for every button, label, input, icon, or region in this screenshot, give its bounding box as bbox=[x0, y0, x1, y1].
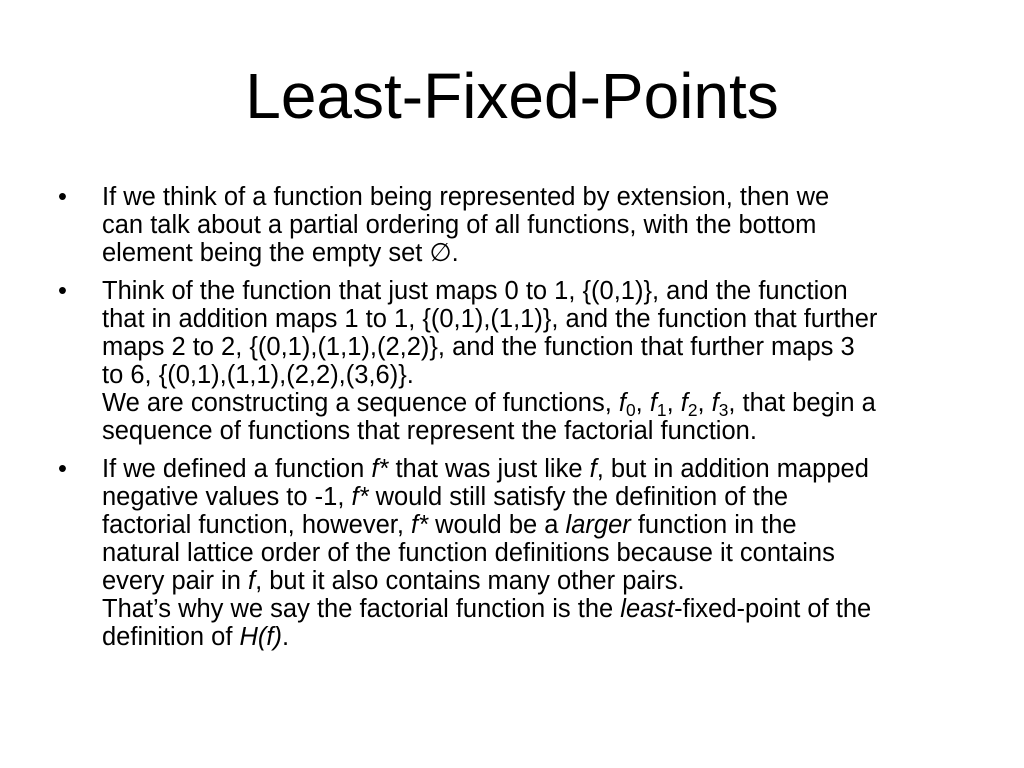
text-line: to 6, {(0,1),(1,1),(2,2),(3,6)}. bbox=[102, 361, 414, 389]
text-line: factorial function, however, f* would be a larger function in the bbox=[102, 511, 797, 539]
bullet-marker: • bbox=[58, 277, 67, 305]
bullet-item bbox=[0, 455, 1024, 651]
bullet-item bbox=[0, 277, 1024, 445]
slide-title: Least-Fixed-Points bbox=[245, 60, 779, 132]
bullet-item bbox=[0, 183, 1024, 267]
bullet-marker: • bbox=[58, 183, 67, 211]
text-line: maps 2 to 2, {(0,1),(1,1),(2,2)}, and the function that further maps 3 bbox=[102, 333, 855, 361]
text-line: If we think of a function being represented by extension, then we bbox=[102, 183, 830, 211]
text-line: can talk about a partial ordering of all functions, with the bottom bbox=[102, 211, 817, 239]
text-line: element being the empty set ∅. bbox=[102, 239, 459, 267]
text-line: every pair in f, but it also contains many other pairs. bbox=[102, 567, 685, 595]
text-line: Think of the function that just maps 0 to 1, {(0,1)}, and the function bbox=[102, 277, 848, 305]
text-line: We are constructing a sequence of functions, $f_0$, $f_1$, $f_2$, $f_3$, that begin a bbox=[102, 389, 876, 421]
text-line: If we defined a function f* that was just like f, but in addition mapped bbox=[102, 455, 869, 483]
bullet-marker: • bbox=[58, 455, 67, 483]
text-line: negative values to -1, f* would still satisfy the definition of the bbox=[102, 483, 789, 511]
text-line: natural lattice order of the function definitions because it contains bbox=[102, 539, 835, 567]
text-line: sequence of functions that represent the factorial function. bbox=[102, 417, 757, 445]
text-line: that in addition maps 1 to 1, {(0,1),(1,1)}, and the function that further bbox=[102, 305, 878, 333]
text-line: That’s why we say the factorial function is the least-fixed-point of the bbox=[102, 595, 872, 623]
text-line: definition of H(f). bbox=[102, 623, 290, 651]
bullet-list bbox=[0, 183, 1024, 661]
